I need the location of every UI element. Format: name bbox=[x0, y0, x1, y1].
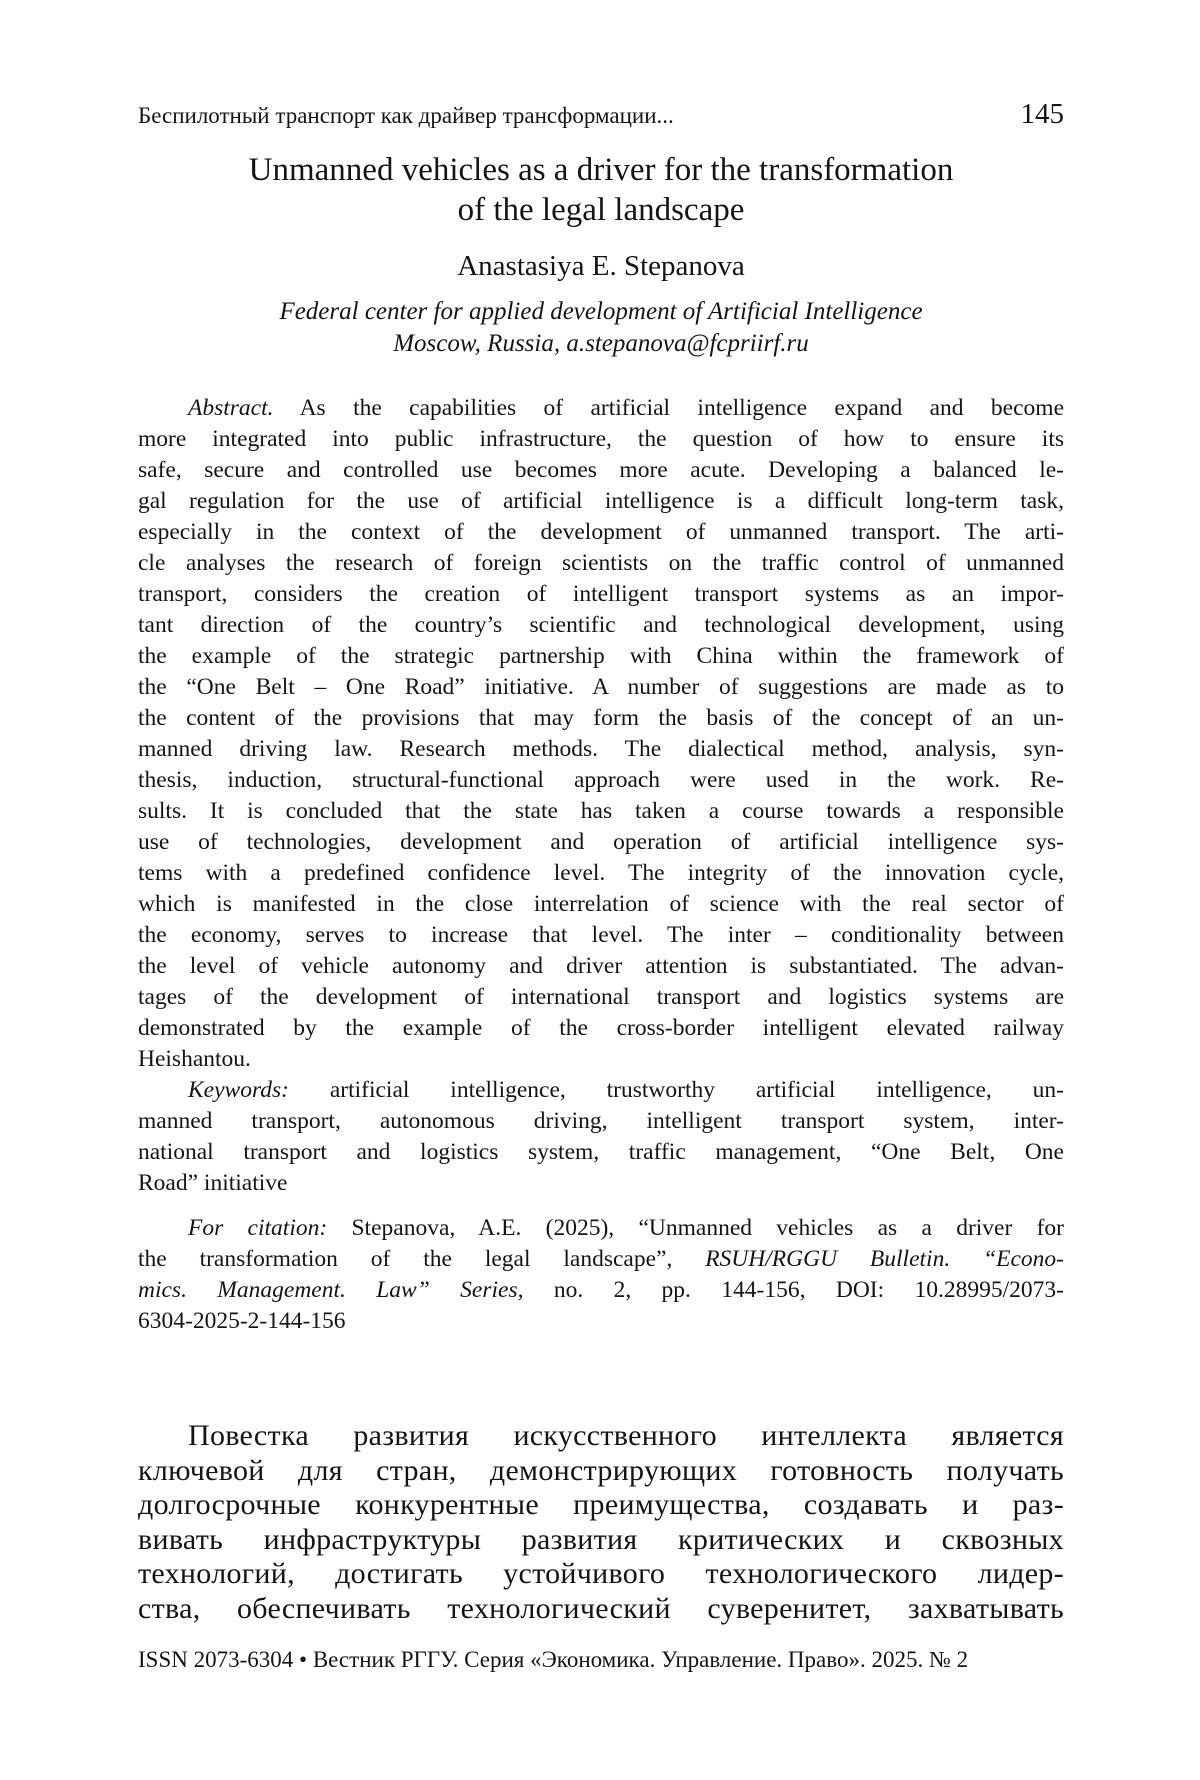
page-content bbox=[138, 0, 1064, 1674]
author-name: Anastasiya E. Stepanova bbox=[457, 250, 745, 282]
text-line: Moscow, Russia, a.stepanova@fcpriirf.ru bbox=[393, 330, 809, 357]
text-line: Heishantou. bbox=[138, 1046, 251, 1072]
text-line: Повестка развития искусственного интеллекта является bbox=[188, 1419, 1064, 1452]
text-line: safe, secure and controlled use becomes more acute. Developing a balanced le- bbox=[138, 457, 1064, 483]
text-line: 6304-2025-2-144-156 bbox=[138, 1308, 346, 1334]
text-line: the level of vehicle autonomy and driver attention is substantiated. The advan- bbox=[138, 953, 1064, 979]
text-line: технологий, достигать устойчивого технологического лидер- bbox=[138, 1557, 1064, 1590]
text-line: tages of the development of international transport and logistics systems are bbox=[138, 984, 1064, 1010]
text-line: the content of the provisions that may form the basis of the concept of an un- bbox=[138, 705, 1064, 731]
text-line: the economy, serves to increase that level. The inter – conditionality between bbox=[138, 922, 1064, 948]
text-line: tant direction of the country’s scientific and technological development, using bbox=[138, 612, 1064, 638]
text-line: cle analyses the research of foreign scientists on the traffic control of unmanned bbox=[138, 550, 1064, 576]
text-line: the example of the strategic partnership with China within the framework of bbox=[138, 643, 1064, 669]
text-line: вивать инфраструктуры развития критических и сквозных bbox=[138, 1522, 1064, 1556]
keywords-paragraph bbox=[138, 1075, 1064, 1199]
page-number: 145 bbox=[1020, 98, 1064, 130]
text-line: Keywords: artificial intelligence, trustworthy artificial intelligence, un- bbox=[188, 1077, 1064, 1103]
text-line: thesis, induction, structural-functional approach were used in the work. Re- bbox=[138, 767, 1064, 793]
body-paragraph-russian bbox=[138, 1419, 1064, 1626]
citation-paragraph bbox=[138, 1213, 1064, 1337]
text-line: mics. Management. Law” Series, no. 2, pp. 144-156, DOI: 10.28995/2073- bbox=[138, 1277, 1064, 1303]
text-line: national transport and logistics system, traffic management, “One Belt, One bbox=[138, 1139, 1064, 1165]
text-line: of the legal landscape bbox=[457, 192, 745, 228]
running-head: Беспилотный транспорт как драйвер трансформации... bbox=[138, 103, 674, 128]
text-line: долгосрочные конкурентные преимущества, создавать и раз- bbox=[138, 1488, 1064, 1521]
text-line: For citation: Stepanova, A.E. (2025), “Unmanned vehicles as a driver for bbox=[188, 1215, 1065, 1241]
text-line: gal regulation for the use of artificial intelligence is a difficult long-term task, bbox=[138, 488, 1064, 514]
text-line: Unmanned vehicles as a driver for the transformation bbox=[248, 152, 954, 188]
text-line: demonstrated by the example of the cross-border intelligent elevated railway bbox=[138, 1015, 1064, 1041]
text-line: use of technologies, development and operation of artificial intelligence sys- bbox=[138, 829, 1064, 855]
text-line: the transformation of the legal landscape”, RSUH/RGGU Bulletin. “Econo- bbox=[138, 1246, 1064, 1272]
text-line: which is manifested in the close interrelation of science with the real sector of bbox=[138, 891, 1064, 917]
text-line: ства, обеспечивать технологический суверенитет, захватывать bbox=[138, 1591, 1064, 1625]
text-line: more integrated into public infrastructure, the question of how to ensure its bbox=[138, 426, 1064, 452]
text-line: sults. It is concluded that the state has taken a course towards a responsible bbox=[138, 798, 1064, 824]
page-footer: ISSN 2073-6304 • Вестник РГГУ. Серия «Экономика. Управление. Право». 2025. № 2 bbox=[138, 1647, 969, 1672]
text-line: manned transport, autonomous driving, intelligent transport system, inter- bbox=[138, 1108, 1064, 1134]
text-line: transport, considers the creation of intelligent transport systems as an impor- bbox=[138, 581, 1064, 607]
affiliation bbox=[138, 296, 1064, 360]
abstract-paragraph bbox=[138, 393, 1064, 1075]
text-line: Road” initiative bbox=[138, 1170, 288, 1196]
text-line: manned driving law. Research methods. The dialectical method, analysis, syn- bbox=[138, 736, 1064, 762]
page-header bbox=[138, 100, 1064, 130]
text-line: especially in the context of the development of unmanned transport. The arti- bbox=[138, 519, 1064, 545]
article-title bbox=[138, 150, 1064, 230]
text-line: the “One Belt – One Road” initiative. A number of suggestions are made as to bbox=[138, 674, 1064, 700]
text-line: ключевой для стран, демонстрирующих готовность получать bbox=[138, 1453, 1064, 1487]
text-line: Federal center for applied development of Artificial Intelligence bbox=[279, 298, 923, 325]
text-line: tems with a predefined confidence level. The integrity of the innovation cycle, bbox=[138, 860, 1064, 886]
text-line: Abstract. As the capabilities of artificial intelligence expand and become bbox=[188, 395, 1064, 421]
